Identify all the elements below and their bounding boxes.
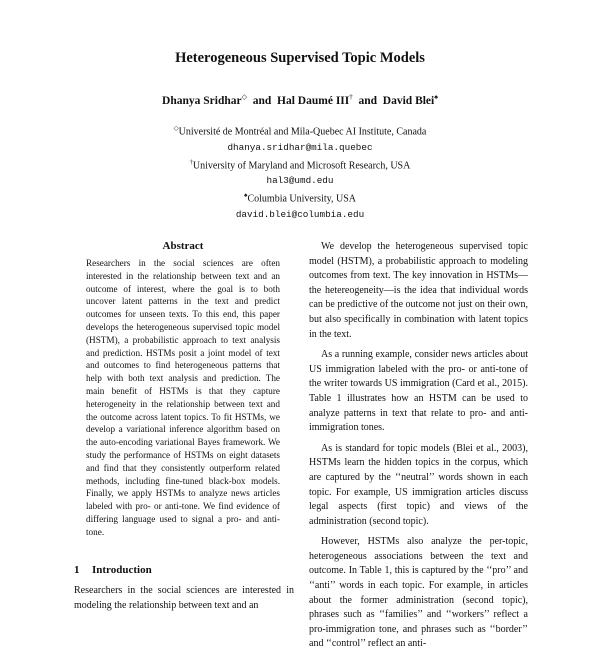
- affiliation-text: Université de Montréal and Mila-Quebec AI Institute, Canada: [178, 126, 427, 138]
- author-mark: ♠: [434, 93, 438, 101]
- body-paragraph: We develop the heterogeneous supervised topic model (HSTM), a probabilistic approach to modeling outcomes from text. The key innovation in HSTMs—the hetereogeneity—is the idea that individual words can be predictive of the outcome not just on their own, but also specifically in combination with latent topics in the text.: [309, 241, 528, 340]
- affiliation-mark: ♠: [244, 192, 248, 200]
- body-paragraph: As a running example, consider news articles about US immigration labeled with the pro- or anti-tone of the writer towards US immigration (Card et al., 2015). Table 1 illustrates how an HSTM can be used to analyze patterns in text that relate to pro- and anti-immigration tones.: [309, 349, 528, 434]
- affiliations: [0, 121, 600, 222]
- author-name: Dhanya Sridhar: [162, 94, 242, 107]
- affiliation-mark: ◇: [173, 125, 179, 132]
- affiliation-text: University of Maryland and Microsoft Research, USA: [192, 160, 411, 172]
- section-heading: [74, 564, 294, 576]
- author-name: David Blei: [382, 94, 435, 107]
- author-separator: and: [252, 94, 272, 107]
- affiliation-text: Columbia University, USA: [247, 193, 356, 205]
- author-line: [0, 93, 600, 107]
- affiliation-email: dhanya.sridhar@mila.quebec: [227, 141, 373, 153]
- author-separator: and: [358, 94, 378, 107]
- section-title: Introduction: [92, 564, 152, 576]
- affiliation: [0, 188, 600, 207]
- right-column: [309, 240, 528, 658]
- author-mark: ◇: [241, 93, 247, 101]
- section-number: 1: [74, 564, 80, 576]
- paper-title: Heterogeneous Supervised Topic Models: [175, 50, 425, 66]
- affiliation-email: hal3@umd.edu: [266, 175, 334, 187]
- affiliation-email: david.blei@columbia.edu: [235, 209, 365, 220]
- body-paragraph: However, HSTMs also analyze the per-topic, heterogeneous associations between the text and outcome. In Table 1, this is captured by the ‘‘pro’’ and ‘‘anti’’ words in each topic. For example, in articles about the former administration (second topic), phrases such as ‘‘families’’ and ‘‘workers’’ reflect a pro-immigration tone, and phrases such as ‘‘border’’ and ‘‘control’’ reflect an anti-: [309, 536, 528, 650]
- author-mark: †: [349, 93, 353, 101]
- affiliation: [0, 121, 600, 140]
- abstract-heading: Abstract: [162, 240, 204, 252]
- abstract-body: Researchers in the social sciences are often interested in the relationship between text and an outcome of interest, where the goal is to both uncover latent patterns in the text and predict outcomes for unseen texts. To this end, this paper develops the heterogeneous supervised topic model (HSTM), a probabilistic approach to text analysis and prediction. HSTMs posit a joint model of text and outcomes to find heterogeneous patterns that help with both text analysis and prediction. The main benefit of HSTMs is that they capture heterogeneity in the relationship between text and the outcome across latent topics. To fit HSTMs, we develop a variational inference algorithm based on the auto-encoding variational Bayes framework. We study the performance of HSTMs on eight datasets and find that they consistently outperform related methods, including fine-tuned black-box models. Finally, we apply HSTMs to analyze news articles labeled with pro- or anti-tone. We find evidence of differing language used to signal a pro- and anti-tone.: [86, 258, 280, 537]
- affiliation-mark: †: [189, 158, 193, 166]
- author-name: Hal Daumé III: [277, 94, 350, 107]
- affiliation: [0, 155, 600, 174]
- intro-paragraph: Researchers in the social sciences are interested in modeling the relationship between text and an: [74, 585, 294, 611]
- body-paragraph: As is standard for topic models (Blei et al., 2003), HSTMs learn the hidden topics in the corpus, which are captured by the ‘‘neutral’’ words shown in each topic. For example, US immigration articles discuss legal aspects (first topic) and views of the administration (second topic).: [309, 442, 528, 527]
